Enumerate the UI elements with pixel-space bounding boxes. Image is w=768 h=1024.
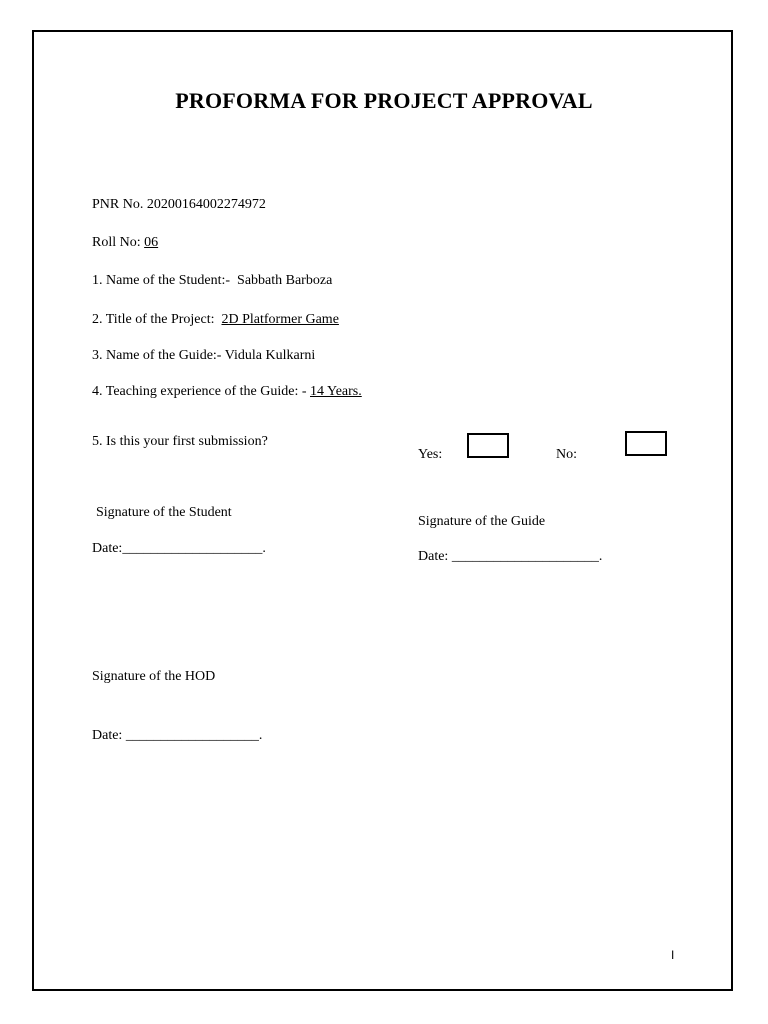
guide-name-line bbox=[92, 347, 315, 365]
page-number: I bbox=[671, 948, 675, 962]
project-title-line bbox=[92, 311, 339, 329]
guide-experience-value: 14 Years. bbox=[310, 384, 362, 399]
guide-signature-date: Date: _____________________. bbox=[418, 549, 603, 564]
student-name-line bbox=[92, 272, 332, 290]
pnr-line bbox=[92, 196, 266, 214]
project-title-value: 2D Platformer Game bbox=[221, 312, 339, 327]
guide-name-value: Vidula Kulkarni bbox=[224, 348, 316, 363]
no-checkbox[interactable] bbox=[625, 431, 667, 456]
guide-experience-line bbox=[92, 383, 362, 401]
form-title: PROFORMA FOR PROJECT APPROVAL bbox=[175, 88, 593, 113]
student-name-label: 1. Name of the Student:- bbox=[92, 273, 238, 288]
yes-label: Yes: bbox=[418, 447, 443, 462]
roll-line bbox=[92, 234, 158, 252]
student-name-value: Sabbath Barboza bbox=[237, 273, 333, 288]
yes-checkbox[interactable] bbox=[467, 433, 509, 458]
pnr-value: 20200164002274972 bbox=[146, 197, 266, 212]
no-label: No: bbox=[556, 447, 577, 462]
guide-signature-label: Signature of the Guide bbox=[418, 514, 546, 529]
hod-signature-date: Date: ___________________. bbox=[92, 728, 263, 743]
guide-name-label: 3. Name of the Guide:- bbox=[92, 348, 225, 363]
student-signature-label: Signature of the Student bbox=[96, 505, 232, 520]
hod-signature-label: Signature of the HOD bbox=[92, 669, 216, 684]
roll-value: 06 bbox=[144, 235, 159, 250]
guide-experience-label: 4. Teaching experience of the Guide: - bbox=[92, 384, 311, 399]
pnr-label: PNR No. bbox=[92, 197, 147, 212]
project-title-label: 2. Title of the Project: bbox=[92, 312, 222, 327]
student-signature-date: Date:____________________. bbox=[92, 541, 266, 556]
first-submission-question: 5. Is this your first submission? bbox=[92, 434, 268, 449]
roll-label: Roll No: bbox=[92, 235, 145, 250]
